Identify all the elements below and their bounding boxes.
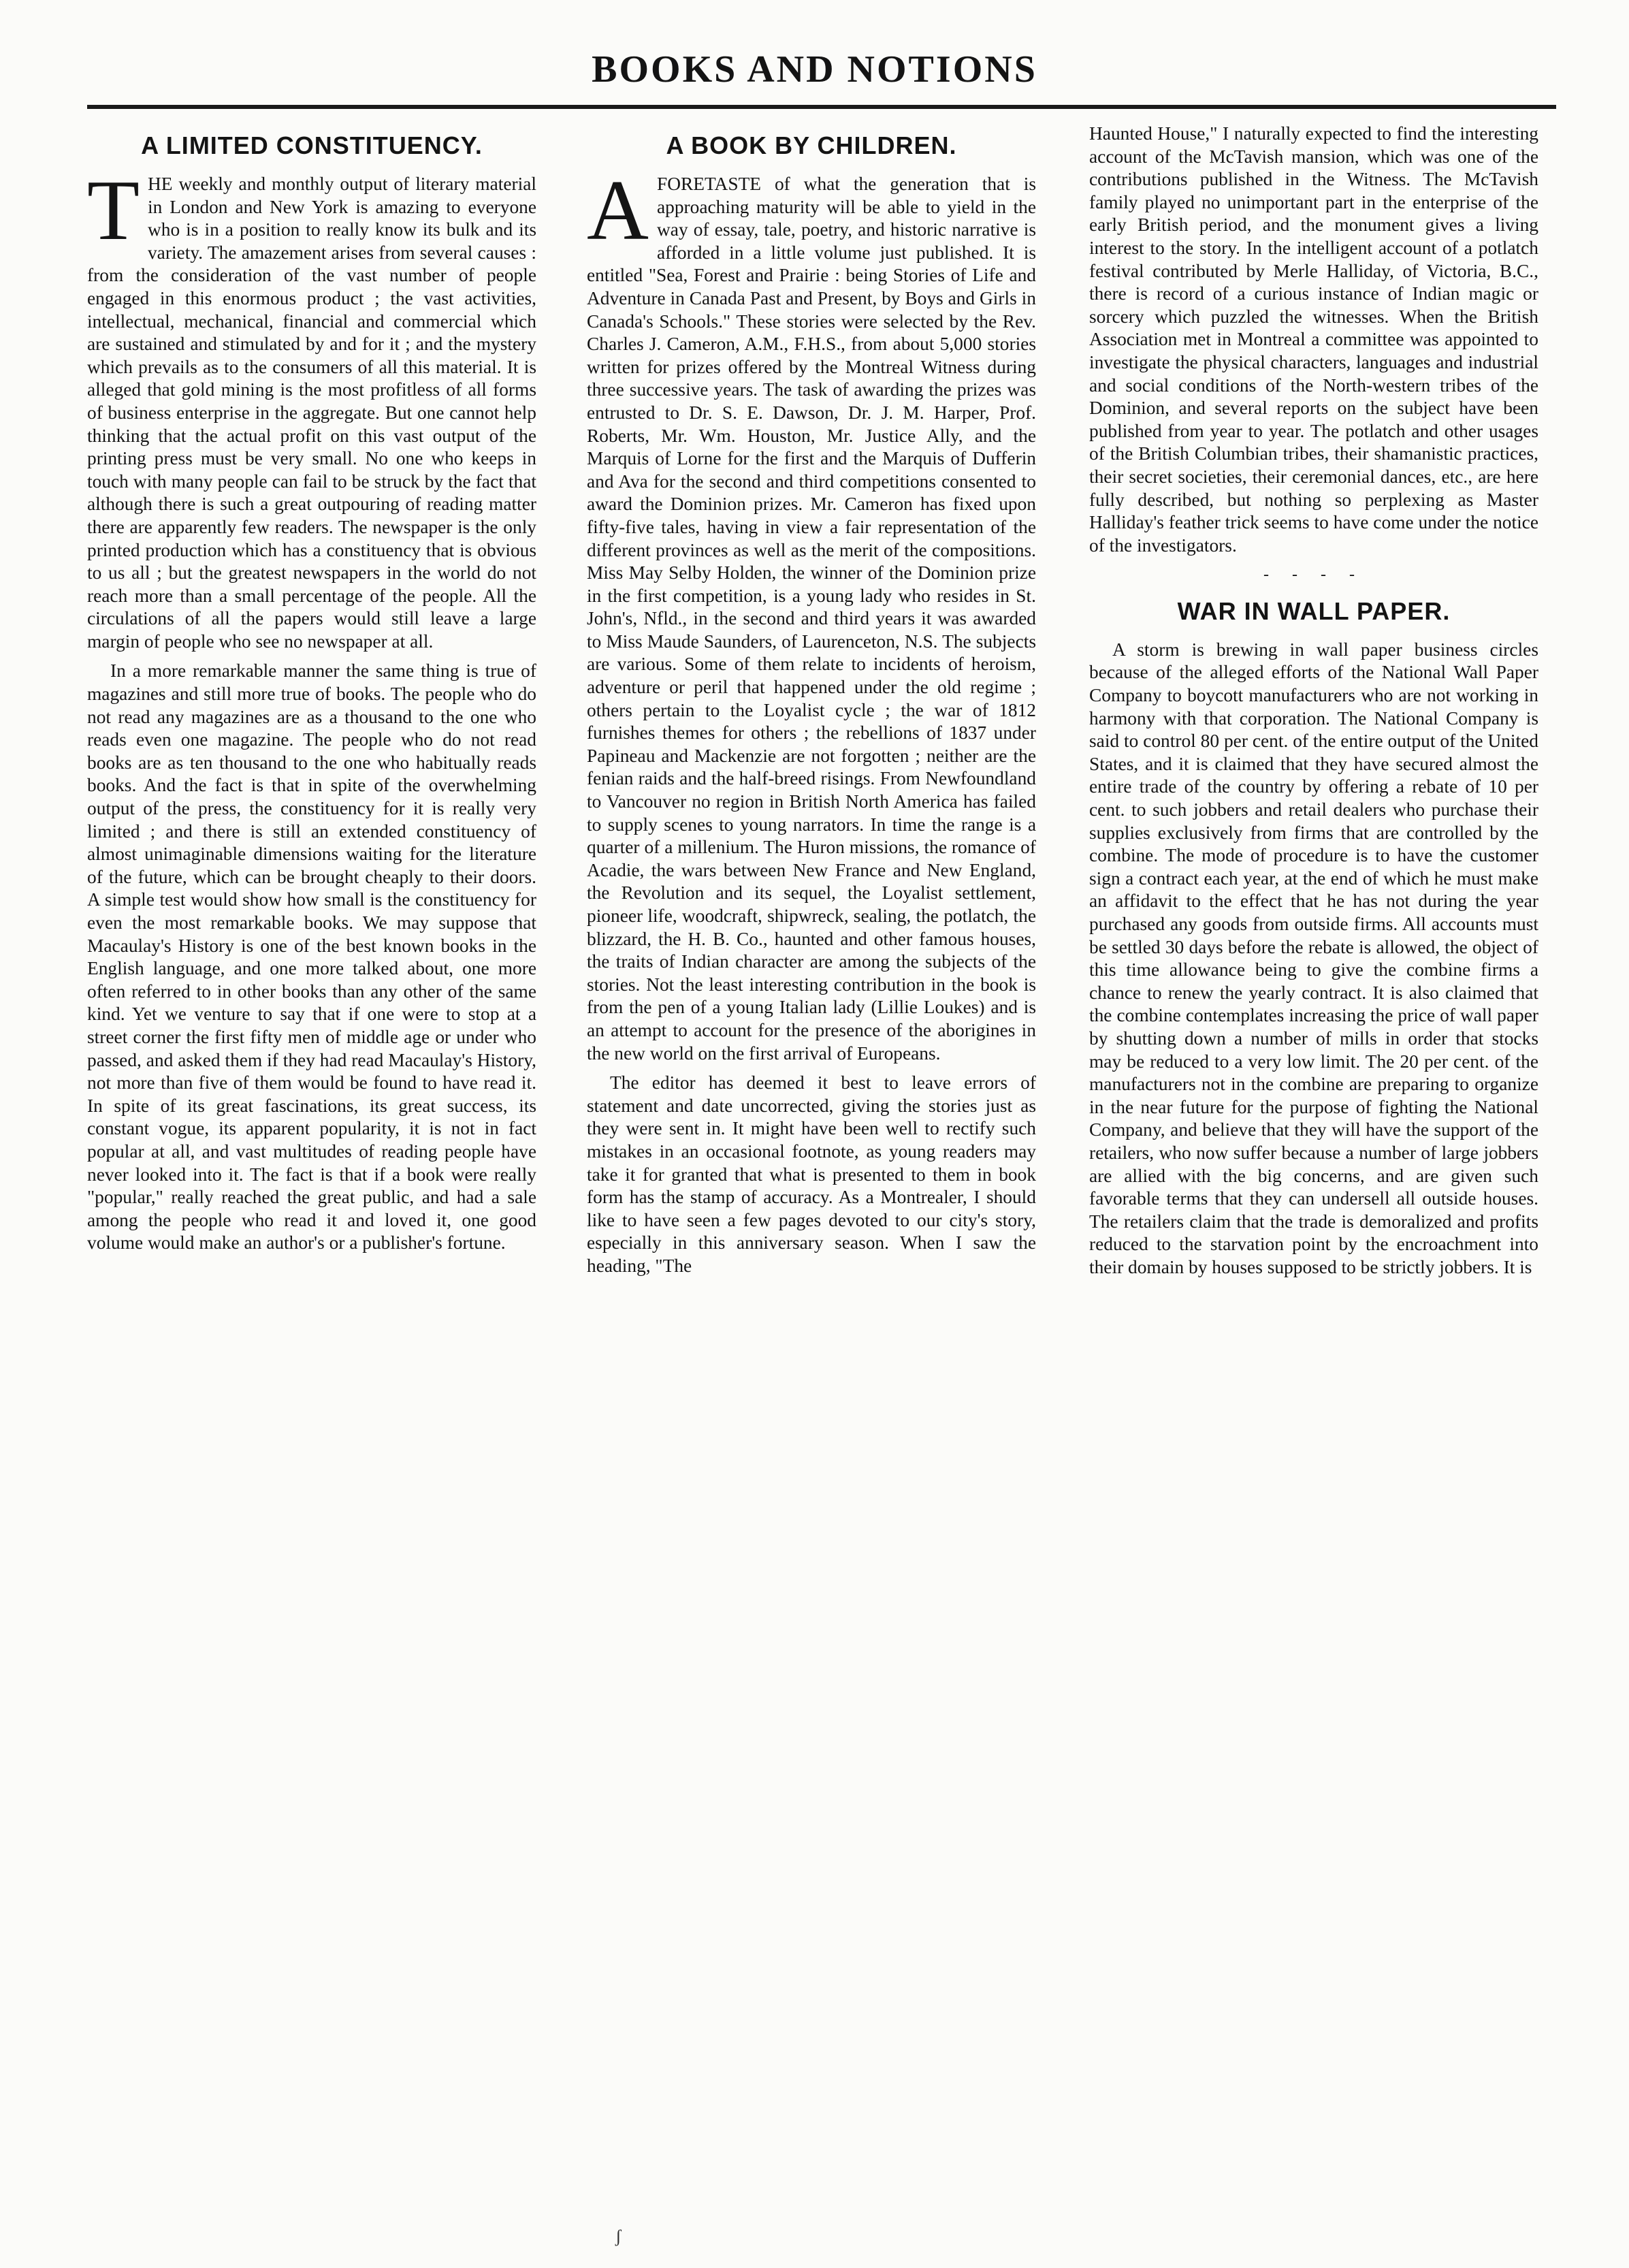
article-paragraph <box>87 163 536 653</box>
drop-cap: T <box>87 163 140 258</box>
article-continuation: Haunted House," I naturally expected to find the interesting account of the McTavish mansion, which was one of the contributions published in the Witness. The McTavish family played no unimportant part in the enterprise of the early British period, and the monument gives a living interest to the story. In the intelligent account of a potlatch festival contributed by Merle Halliday, of Victoria, B.C., there is record of a curious instance of Indian magic or sorcery which puzzled the witnesses. When the British Association met in Montreal a committee was appointed to investigate the physical characters, languages and industrial and social conditions of the North-western tribes of the Dominion, and several reports on the subject have been published from year to year. The potlatch and other usages of the British Columbian tribes, their shamanistic practices, their secret societies, their ceremonial dances, etc., are here fully described, but nothing so perplexing as Master Halliday's feather trick seems to have come under the notice of the investigators. <box>1089 123 1538 556</box>
page-title: BOOKS AND NOTIONS <box>592 48 1037 91</box>
paragraph-text: HE weekly and monthly output of literary material in London and New York is amazing to everyone who is in a position to really know its bulk and its variety. The amazement arises from several causes : from the consideration of the vast number of people engaged in this enormous product ; the vast activities, intellectual, mechanical, financial and commercial which are sustained and stimulated by and for it ; and the mystery which prevails as to the consumers of all this material. It is alleged that gold mining is the most profitless of all forms of business enterprise in the aggregate. But one cannot help thinking that the actual profit on this vast output of the printing press must be very small. No one who keeps in touch with many people can fail to be struck by the fact that although there is such a great outpouring of reading matter there are apparently few readers. The newspaper is the only printed production which has a constituency that is obvious to us all ; but the greatest newspapers in the world do not reach more than a small percentage of the people. All the circulations of all the papers would still leave a large margin of people who see no newspaper at all. <box>87 174 536 652</box>
article-paragraph: A storm is brewing in wall paper business circles because of the alleged efforts of the National Wall Paper Company to boycott manufacturers who are not working in harmony with that corporation. The National Company is said to control 80 per cent. of the entire output of the United States, and it is claimed that they have secured almost the entire trade of the country by offering a rebate of 10 per cent. to such jobbers and retail dealers who purchase their supplies exclusively from firms that are controlled by the combine. The mode of procedure is to have the customer sign a contract each year, at the end of which he must make an affidavit to the effect that he has not during the year purchased any goods from outside firms. All accounts must be settled 30 days before the rebate is allowed, the object of this time allowance being to give the combine firms a chance to renew the yearly contract. It is also claimed that the combine contemplates increasing the price of wall paper by shutting down a number of mills in order that stocks may be reduced to a very low limit. The 20 per cent. of the manufacturers not in the combine are preparing to organize in the near future for the purpose of fighting the National Company, and believe that they will have the support of the retailers, who now suffer because a number of large jobbers are allied with the big concerns, and are given such favorable terms that they can undersell all outside houses. The retailers claim that the trade is demoralized and profits reduced to the starvation point by the encroachment into their domain by houses supposed to be strictly jobbers. It is <box>1089 639 1538 1277</box>
article-heading-limited-constituency: A LIMITED CONSTITUENCY. <box>141 131 483 159</box>
article-paragraph <box>587 163 1036 1065</box>
column-wall-paper <box>1089 123 1538 2165</box>
scan-mark: ʃ <box>615 2226 622 2246</box>
column-limited-constituency <box>87 123 536 2165</box>
article-heading-book-by-children: A BOOK BY CHILDREN. <box>666 131 957 159</box>
header-rule <box>87 105 1556 109</box>
article-paragraph: The editor has deemed it best to leave errors of statement and date uncorrected, giving the stories just as they were sent in. It might have been well to rectify such mistakes in an occasional footnote, as young readers may take it for granted that what is presented to them in book form has the stamp of accuracy. As a Montrealer, I should like to have seen a few pages devoted to our city's story, especially in this anniversary season. When I saw the heading, "The <box>587 1072 1036 1276</box>
section-separator: - - - - <box>1263 566 1364 584</box>
column-book-by-children <box>587 123 1036 2158</box>
paragraph-text: FORETASTE of what the generation that is approaching maturity will be able to yield in the way of essay, tale, poetry, and historic narrative is afforded in a little volume just published. It is entitled "Sea, Forest and Prairie : being Stories of Life and Adventure in Canada Past and Present, by Boys and Girls in Canada's Schools." These stories were selected by the Rev. Charles J. Cameron, A.M., F.H.S., from about 5,000 stories written for prizes offered by the Montreal Witness during three successive years. The task of awarding the prizes was entrusted to Dr. S. E. Dawson, Dr. J. M. Harper, Prof. Roberts, Mr. Wm. Houston, Mr. Justice Ally, and the Marquis of Lorne for the first and the Marquis of Dufferin and Ava for the second and third competitions consented to award the Dominion prizes. Mr. Cameron has fixed upon fifty-five tales, having in view a fair representation of the different provinces as well as the merit of the compositions. Miss May Selby Holden, the winner of the Dominion prize in the first competition, is a young lady who resides in St. John's, Nfld., in the second and third years it was awarded to Miss Maude Saunders, of Laurenceton, N.S. The subjects are various. Some of them relate to incidents of heroism, adventure or peril that happened under the old regime ; others pertain to the Loyalist cycle ; the war of 1812 furnishes themes for others ; the rebellions of 1837 under Papineau and Mackenzie are not forgotten ; neither are the fenian raids and the half-breed risings. From Newfoundland to Vancouver no region in British North America has failed to supply scenes to young narrators. In time the range is a quarter of a millenium. The Huron missions, the romance of Acadie, the wars between New France and New England, the Revolution and its sequel, the Loyalist settlement, pioneer life, woodcraft, shipwreck, sealing, the potlatch, the blizzard, the H. B. Co., haunted and other famous houses, the traits of Indian character are among the subjects of the stories. Not the least interesting contribution in the book is from the pen of a young Italian lady (Lillie Loukes) and is an attempt to account for the presence of the aborigines in the new world on the first arrival of Europeans. <box>587 174 1036 1064</box>
drop-cap: A <box>587 163 649 258</box>
article-heading-war-in-wall-paper: WAR IN WALL PAPER. <box>1177 596 1451 625</box>
article-paragraph: In a more remarkable manner the same thing is true of magazines and still more true of books. The people who do not read any magazines are as a thousand to the one who reads even one magazine. The people who do not read books are as ten thousand to the one who habitually reads books. And the fact is that in spite of the overwhelming output of the press, the constituency for it is really very limited ; and there is still an extended constituency of almost unimaginable dimensions waiting for the literature of the future, which can be brought cheaply to their doors. A simple test would show how small is the constituency for even the most remarkable books. We may suppose that Macaulay's History is one of the best known books in the English language, and one more talked about, one more often referred to in other books than any other of the same kind. Yet we venture to say that if one were to stop at a street corner the first fifty men of middle age or under who passed, and asked them if they had read Macaulay's History, not more than five of them would be found to have read it. In spite of its great fascinations, its great success, its constant vogue, its apparent popularity, it is not in fact popular at all, and vast multitudes of reading people have never looked into it. The fact is that if a book were really "popular," really reached the great public, and had a sale among the people who read it and loved it, one good volume would make an author's or a publisher's fortune. <box>87 660 536 1253</box>
